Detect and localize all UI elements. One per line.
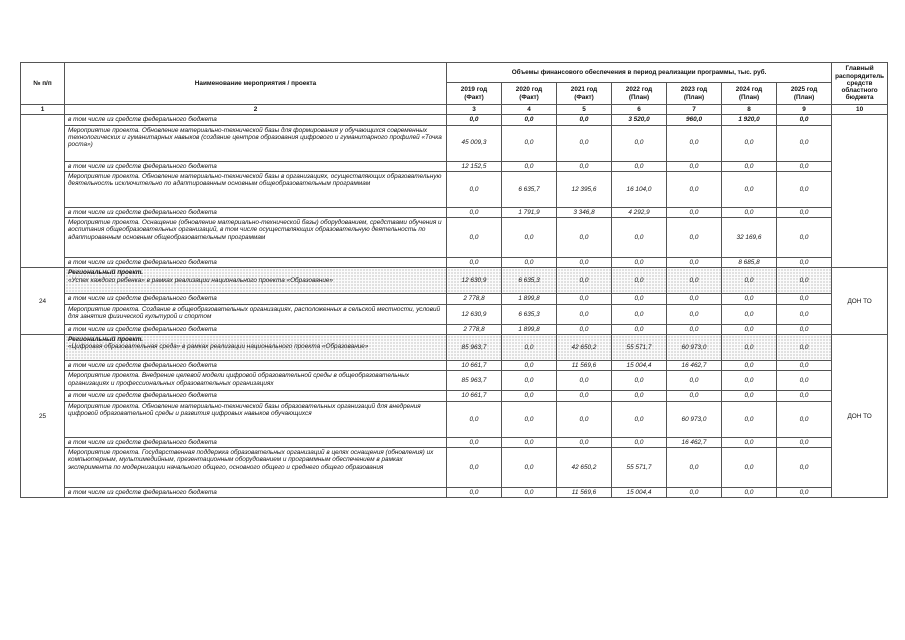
column-index: 1 <box>21 105 65 115</box>
value-cell: 6 635,3 <box>502 268 557 294</box>
value-cell: 55 571,7 <box>612 447 667 487</box>
column-index: 9 <box>777 105 832 115</box>
value-cell: 0,0 <box>667 487 722 497</box>
value-cell: 0,0 <box>777 161 832 171</box>
value-cell: 11 569,6 <box>557 361 612 371</box>
value-cell: 0,0 <box>777 437 832 447</box>
value-cell: 0,0 <box>667 447 722 487</box>
value-cell: 0,0 <box>502 161 557 171</box>
row-description <box>65 437 447 447</box>
value-cell: 0,0 <box>447 487 502 497</box>
value-cell: 0,0 <box>667 268 722 294</box>
value-cell: 0,0 <box>667 207 722 217</box>
value-cell: 0,0 <box>777 294 832 304</box>
event-row <box>21 401 888 437</box>
description-text: в том числе из средств федерального бюджета <box>68 259 217 267</box>
row-description <box>65 294 447 304</box>
federal-row <box>21 161 888 171</box>
value-cell: 0,0 <box>447 447 502 487</box>
header-year <box>777 83 832 105</box>
federal-row <box>21 361 888 371</box>
header-year-label: 2024 год <box>735 86 763 94</box>
header-year-kind: (Факт) <box>519 93 539 101</box>
value-cell: 8 685,8 <box>722 258 777 268</box>
project-name: «Успех каждого ребенка» в рамках реализации национального проекта «Образование» <box>68 276 334 284</box>
header-year-kind: (План) <box>793 93 815 101</box>
header-manager: Главный распорядитель средств областного бюджета <box>832 63 888 105</box>
value-cell: 12 630,9 <box>447 268 502 294</box>
value-cell: 0,0 <box>722 447 777 487</box>
column-index: 8 <box>722 105 777 115</box>
federal-row <box>21 115 888 125</box>
value-cell: 12 152,5 <box>447 161 502 171</box>
header-year-label: 2025 год <box>790 86 818 94</box>
row-description <box>65 324 447 334</box>
manager-cell <box>832 115 888 268</box>
value-cell: 0,0 <box>612 294 667 304</box>
manager-cell: ДОН ТО <box>832 268 888 335</box>
header-no: № п/п <box>21 63 65 105</box>
budget-table <box>20 62 888 498</box>
event-row <box>21 304 888 324</box>
value-cell: 0,0 <box>557 258 612 268</box>
value-cell: 0,0 <box>557 268 612 294</box>
row-description <box>65 335 447 361</box>
value-cell: 0,0 <box>502 361 557 371</box>
row-number <box>21 115 65 268</box>
value-cell: 0,0 <box>502 115 557 125</box>
value-cell: 0,0 <box>557 125 612 161</box>
value-cell: 0,0 <box>667 294 722 304</box>
federal-row <box>21 258 888 268</box>
row-description <box>65 125 447 161</box>
value-cell: 0,0 <box>557 161 612 171</box>
value-cell: 0,0 <box>447 207 502 217</box>
description-text: Мероприятие проекта. Государственная поддержка образовательных организаций в целях оснащения (обновления) их компьютерным, мультимедийным, презентационным оборудованием и программным обеспечением в рамках эксперимента по модернизации начального общего, основного общего и среднего общего образования <box>68 448 434 471</box>
header-year <box>722 83 777 105</box>
value-cell: 55 571,7 <box>612 335 667 361</box>
header-year-kind: (Факт) <box>464 93 484 101</box>
value-cell: 2 778,8 <box>447 324 502 334</box>
column-index: 7 <box>667 105 722 115</box>
row-description <box>65 171 447 207</box>
value-cell: 0,0 <box>667 125 722 161</box>
value-cell: 11 569,6 <box>557 487 612 497</box>
value-cell: 0,0 <box>612 125 667 161</box>
value-cell: 0,0 <box>777 487 832 497</box>
row-description <box>65 447 447 487</box>
value-cell: 0,0 <box>557 371 612 391</box>
row-description <box>65 361 447 371</box>
value-cell: 12 630,9 <box>447 304 502 324</box>
value-cell: 0,0 <box>612 218 667 258</box>
value-cell: 15 004,4 <box>612 361 667 371</box>
value-cell: 0,0 <box>722 125 777 161</box>
project-title: Региональный проект. <box>68 336 144 344</box>
header-year <box>447 83 502 105</box>
value-cell: 6 635,7 <box>502 171 557 207</box>
description-text: в том числе из средств федерального бюджета <box>68 488 217 496</box>
value-cell: 0,0 <box>667 171 722 207</box>
value-cell: 0,0 <box>502 487 557 497</box>
row-description <box>65 401 447 437</box>
value-cell: 16 462,7 <box>667 361 722 371</box>
table-header <box>21 63 888 115</box>
value-cell: 0,0 <box>502 371 557 391</box>
event-row <box>21 371 888 391</box>
value-cell: 10 661,7 <box>447 361 502 371</box>
federal-row <box>21 207 888 217</box>
value-cell: 0,0 <box>722 268 777 294</box>
header-year-label: 2020 год <box>515 86 543 94</box>
federal-row <box>21 294 888 304</box>
header-year <box>557 83 612 105</box>
value-cell: 0,0 <box>447 115 502 125</box>
value-cell: 60 973,0 <box>667 335 722 361</box>
event-row <box>21 171 888 207</box>
value-cell: 0,0 <box>667 391 722 401</box>
value-cell: 0,0 <box>447 171 502 207</box>
project-row <box>21 268 888 294</box>
header-year-kind: (Факт) <box>574 93 594 101</box>
value-cell: 0,0 <box>612 391 667 401</box>
header-name: Наименование мероприятия / проекта <box>65 63 447 105</box>
header-year-kind: (План) <box>738 93 760 101</box>
value-cell: 4 292,9 <box>612 207 667 217</box>
value-cell: 0,0 <box>557 437 612 447</box>
value-cell: 0,0 <box>502 447 557 487</box>
value-cell: 0,0 <box>447 218 502 258</box>
description-text: Мероприятие проекта. Обновление материально-технической базы для формирования у обучающихся современных технологических и гуманитарных навыков (создание центров образования цифрового и гуманитарного профилей «Точка роста») <box>68 126 442 149</box>
federal-row <box>21 391 888 401</box>
value-cell: 0,0 <box>722 487 777 497</box>
value-cell: 0,0 <box>777 391 832 401</box>
value-cell: 0,0 <box>777 125 832 161</box>
federal-row <box>21 437 888 447</box>
description-text: Мероприятие проекта. Обновление материально-технической базы образовательных организаций для внедрения цифровой образовательной среды и развития цифровых навыков обучающихся <box>68 402 421 417</box>
value-cell: 0,0 <box>557 218 612 258</box>
value-cell: 0,0 <box>777 324 832 334</box>
description-text: Мероприятие проекта. Оснащение (обновление материально-технической базы) оборудованием, средствами обучения и воспитания общеобразовательных организаций, в том числе осуществляющих образовательную деятельность по адаптированным основным общеобразовательным программам <box>68 219 442 241</box>
row-number: 25 <box>21 335 65 498</box>
value-cell: 0,0 <box>667 258 722 268</box>
value-cell: 0,0 <box>447 258 502 268</box>
header-year <box>502 83 557 105</box>
federal-row <box>21 324 888 334</box>
value-cell: 3 346,8 <box>557 207 612 217</box>
description-text: в том числе из средств федерального бюджета <box>68 325 217 333</box>
value-cell: 0,0 <box>557 304 612 324</box>
header-year-label: 2023 год <box>680 86 708 94</box>
value-cell: 0,0 <box>502 335 557 361</box>
value-cell: 0,0 <box>777 115 832 125</box>
row-description <box>65 161 447 171</box>
row-description <box>65 487 447 497</box>
value-cell: 0,0 <box>777 447 832 487</box>
manager-cell: ДОН ТО <box>832 335 888 498</box>
column-index: 6 <box>612 105 667 115</box>
value-cell: 0,0 <box>612 268 667 294</box>
value-cell: 0,0 <box>777 401 832 437</box>
value-cell: 0,0 <box>777 218 832 258</box>
row-description <box>65 115 447 125</box>
value-cell: 0,0 <box>722 304 777 324</box>
value-cell: 0,0 <box>612 371 667 391</box>
value-cell: 0,0 <box>447 401 502 437</box>
value-cell: 0,0 <box>777 371 832 391</box>
index-row <box>21 105 888 115</box>
row-description <box>65 218 447 258</box>
header-year-label: 2021 год <box>570 86 598 94</box>
value-cell: 0,0 <box>722 371 777 391</box>
value-cell: 0,0 <box>502 218 557 258</box>
value-cell: 85 963,7 <box>447 371 502 391</box>
value-cell: 0,0 <box>777 258 832 268</box>
value-cell: 16 462,7 <box>667 437 722 447</box>
row-description <box>65 268 447 294</box>
value-cell: 0,0 <box>722 401 777 437</box>
value-cell: 0,0 <box>777 268 832 294</box>
value-cell: 0,0 <box>722 294 777 304</box>
value-cell: 42 650,2 <box>557 447 612 487</box>
value-cell: 0,0 <box>612 437 667 447</box>
project-title: Региональный проект. <box>68 269 144 277</box>
header-year-kind: (План) <box>628 93 650 101</box>
description-text: в том числе из средств федерального бюджета <box>68 162 217 170</box>
value-cell: 0,0 <box>667 324 722 334</box>
row-description <box>65 391 447 401</box>
header-year-kind: (План) <box>683 93 705 101</box>
value-cell: 1 920,0 <box>722 115 777 125</box>
value-cell: 0,0 <box>502 391 557 401</box>
row-description <box>65 258 447 268</box>
value-cell: 1 899,8 <box>502 324 557 334</box>
header-year-label: 2019 год <box>460 86 488 94</box>
description-text: в том числе из средств федерального бюджета <box>68 438 217 446</box>
value-cell: 1 791,9 <box>502 207 557 217</box>
column-index: 4 <box>502 105 557 115</box>
column-index: 5 <box>557 105 612 115</box>
value-cell: 0,0 <box>612 324 667 334</box>
value-cell: 0,0 <box>612 304 667 324</box>
project-name: «Цифровая образовательная среда» в рамках реализации национального проекта «Образование» <box>68 343 369 351</box>
description-text: Мероприятие проекта. Обновление материально-технической базы в организациях, осуществляющих образовательную деятельность исключительно по адаптированным основным общеобразовательным программам <box>68 172 442 188</box>
column-index: 3 <box>447 105 502 115</box>
header-year <box>612 83 667 105</box>
value-cell: 0,0 <box>777 207 832 217</box>
value-cell: 32 169,6 <box>722 218 777 258</box>
description-text: в том числе из средств федерального бюджета <box>68 362 217 370</box>
header-volumes: Объемы финансового обеспечения в период реализации программы, тыс. руб. <box>447 63 832 83</box>
value-cell: 10 661,7 <box>447 391 502 401</box>
description-text: Мероприятие проекта. Внедрение целевой модели цифровой образовательной среды в общеобразовательных организациях и профессиональных образовательных организациях <box>68 372 410 387</box>
value-cell: 0,0 <box>722 161 777 171</box>
value-cell: 0,0 <box>557 294 612 304</box>
value-cell: 0,0 <box>557 115 612 125</box>
value-cell: 0,0 <box>502 258 557 268</box>
value-cell: 0,0 <box>612 258 667 268</box>
value-cell: 0,0 <box>612 161 667 171</box>
value-cell: 3 520,0 <box>612 115 667 125</box>
value-cell: 0,0 <box>667 304 722 324</box>
value-cell: 60 973,0 <box>667 401 722 437</box>
event-row <box>21 447 888 487</box>
value-cell: 16 104,0 <box>612 171 667 207</box>
value-cell: 0,0 <box>777 304 832 324</box>
column-index: 10 <box>832 105 888 115</box>
value-cell: 0,0 <box>447 437 502 447</box>
value-cell: 1 899,8 <box>502 294 557 304</box>
row-number: 24 <box>21 268 65 335</box>
value-cell: 12 395,6 <box>557 171 612 207</box>
description-text: в том числе из средств федерального бюджета <box>68 116 217 124</box>
value-cell: 0,0 <box>612 401 667 437</box>
row-description <box>65 304 447 324</box>
value-cell: 15 004,4 <box>612 487 667 497</box>
value-cell: 0,0 <box>667 371 722 391</box>
value-cell: 0,0 <box>722 391 777 401</box>
value-cell: 0,0 <box>502 401 557 437</box>
description-text: в том числе из средств федерального бюджета <box>68 295 217 303</box>
column-index: 2 <box>65 105 447 115</box>
value-cell: 0,0 <box>722 335 777 361</box>
value-cell: 0,0 <box>722 207 777 217</box>
value-cell: 0,0 <box>557 401 612 437</box>
event-row <box>21 125 888 161</box>
description-text: Мероприятие проекта. Создание в общеобразовательных организациях, расположенных в сельской местности, условий для занятия физической культурой и спортом <box>68 305 441 321</box>
value-cell: 45 009,3 <box>447 125 502 161</box>
row-description <box>65 371 447 391</box>
value-cell: 0,0 <box>557 324 612 334</box>
header-year-label: 2022 год <box>625 86 653 94</box>
value-cell: 0,0 <box>777 361 832 371</box>
description-text: в том числе из средств федерального бюджета <box>68 392 217 400</box>
value-cell: 0,0 <box>777 171 832 207</box>
value-cell: 0,0 <box>502 437 557 447</box>
value-cell: 0,0 <box>667 161 722 171</box>
project-row <box>21 335 888 361</box>
federal-row <box>21 487 888 497</box>
row-description <box>65 207 447 217</box>
value-cell: 0,0 <box>777 335 832 361</box>
header-year <box>667 83 722 105</box>
value-cell: 0,0 <box>722 324 777 334</box>
value-cell: 0,0 <box>722 171 777 207</box>
value-cell: 6 635,3 <box>502 304 557 324</box>
value-cell: 0,0 <box>502 125 557 161</box>
value-cell: 960,0 <box>667 115 722 125</box>
value-cell: 42 650,2 <box>557 335 612 361</box>
value-cell: 0,0 <box>722 437 777 447</box>
value-cell: 0,0 <box>667 218 722 258</box>
value-cell: 2 778,8 <box>447 294 502 304</box>
event-row <box>21 218 888 258</box>
value-cell: 0,0 <box>722 361 777 371</box>
value-cell: 0,0 <box>557 391 612 401</box>
description-text: в том числе из средств федерального бюджета <box>68 208 217 216</box>
value-cell: 85 963,7 <box>447 335 502 361</box>
